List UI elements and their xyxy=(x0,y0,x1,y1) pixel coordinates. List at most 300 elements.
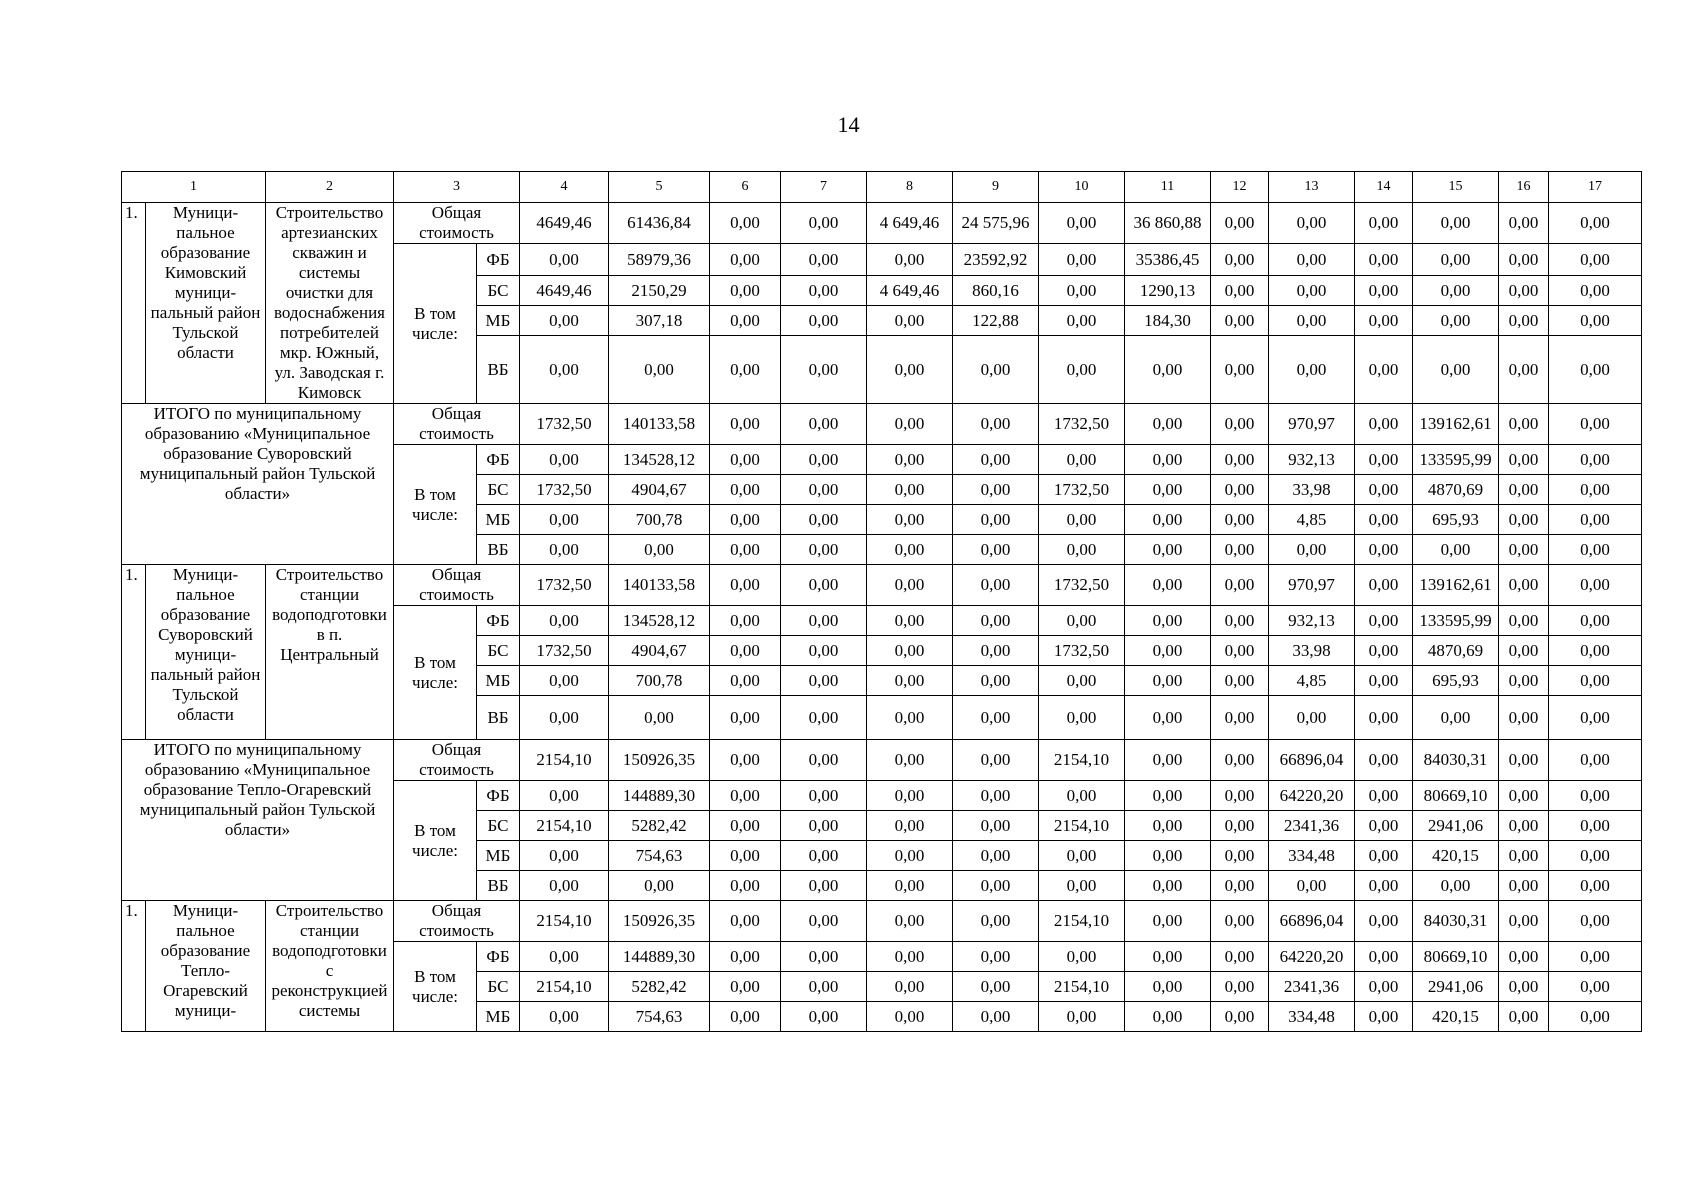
value-cell: 970,97 xyxy=(1269,404,1355,445)
value-cell: 24 575,96 xyxy=(953,203,1039,244)
value-cell: 0,00 xyxy=(1499,942,1549,972)
value-cell: 0,00 xyxy=(1549,871,1642,901)
value-cell: 0,00 xyxy=(520,244,609,276)
value-cell: 0,00 xyxy=(1355,696,1413,740)
value-cell: 2154,10 xyxy=(1039,740,1125,781)
value-cell: 700,78 xyxy=(609,505,710,535)
value-cell: 0,00 xyxy=(1269,871,1355,901)
value-cell: 0,00 xyxy=(867,606,953,636)
project-cell: Строительство станции водоподготовки в п. Центральный xyxy=(266,565,394,740)
value-cell: 0,00 xyxy=(1355,972,1413,1002)
value-cell: 0,00 xyxy=(520,666,609,696)
value-cell: 0,00 xyxy=(953,606,1039,636)
value-cell: 0,00 xyxy=(867,666,953,696)
value-cell: 0,00 xyxy=(1549,666,1642,696)
value-cell: 0,00 xyxy=(1549,306,1642,336)
value-cell: 1732,50 xyxy=(520,404,609,445)
value-cell: 140133,58 xyxy=(609,404,710,445)
funding-source-label: БС xyxy=(477,475,520,505)
value-cell: 0,00 xyxy=(867,871,953,901)
value-cell: 0,00 xyxy=(1355,740,1413,781)
value-cell: 0,00 xyxy=(1211,841,1269,871)
value-cell: 0,00 xyxy=(1549,841,1642,871)
value-cell: 0,00 xyxy=(1355,841,1413,871)
value-cell: 2941,06 xyxy=(1413,811,1499,841)
column-header: 4 xyxy=(520,172,609,203)
value-cell: 0,00 xyxy=(1549,636,1642,666)
value-cell: 695,93 xyxy=(1413,505,1499,535)
value-cell: 1732,50 xyxy=(1039,475,1125,505)
value-cell: 4 649,46 xyxy=(867,276,953,306)
value-cell: 420,15 xyxy=(1413,1002,1499,1032)
value-cell: 0,00 xyxy=(710,336,781,404)
project-cell: Строительство артезианских скважин и системы очистки для водоснабжения потребителей мкр. Южный, ул. Заводская г. Кимовск xyxy=(266,203,394,404)
value-cell: 0,00 xyxy=(710,696,781,740)
financing-table xyxy=(121,171,1642,1032)
funding-source-label: ФБ xyxy=(477,606,520,636)
funding-source-label: БС xyxy=(477,276,520,306)
value-cell: 0,00 xyxy=(1125,475,1211,505)
value-cell: 0,00 xyxy=(1125,1002,1211,1032)
value-cell: 0,00 xyxy=(1211,740,1269,781)
value-cell: 0,00 xyxy=(1355,1002,1413,1032)
value-cell: 0,00 xyxy=(1211,475,1269,505)
value-cell: 0,00 xyxy=(520,942,609,972)
value-cell: 0,00 xyxy=(781,942,867,972)
value-cell: 0,00 xyxy=(520,505,609,535)
value-cell: 0,00 xyxy=(710,901,781,942)
total-cost-label: Общая стоимость xyxy=(394,404,520,445)
value-cell: 0,00 xyxy=(1549,404,1642,445)
value-cell: 0,00 xyxy=(1211,666,1269,696)
value-cell: 64220,20 xyxy=(1269,781,1355,811)
value-cell: 0,00 xyxy=(867,636,953,666)
value-cell: 140133,58 xyxy=(609,565,710,606)
value-cell: 0,00 xyxy=(1125,505,1211,535)
value-cell: 84030,31 xyxy=(1413,901,1499,942)
value-cell: 0,00 xyxy=(1499,811,1549,841)
value-cell: 0,00 xyxy=(710,404,781,445)
funding-source-label: БС xyxy=(477,636,520,666)
value-cell: 0,00 xyxy=(1039,781,1125,811)
value-cell: 0,00 xyxy=(953,404,1039,445)
value-cell: 0,00 xyxy=(1499,901,1549,942)
table-row xyxy=(122,203,1642,244)
funding-source-label: ФБ xyxy=(477,244,520,276)
value-cell: 0,00 xyxy=(1269,203,1355,244)
value-cell: 0,00 xyxy=(1125,404,1211,445)
value-cell: 0,00 xyxy=(953,696,1039,740)
column-header: 2 xyxy=(266,172,394,203)
value-cell: 4,85 xyxy=(1269,666,1355,696)
value-cell: 2154,10 xyxy=(1039,972,1125,1002)
total-cost-label: Общая стоимость xyxy=(394,901,520,942)
value-cell: 1732,50 xyxy=(520,565,609,606)
value-cell: 932,13 xyxy=(1269,445,1355,475)
value-cell: 0,00 xyxy=(953,871,1039,901)
value-cell: 80669,10 xyxy=(1413,781,1499,811)
value-cell: 0,00 xyxy=(1211,1002,1269,1032)
value-cell: 0,00 xyxy=(953,972,1039,1002)
value-cell: 64220,20 xyxy=(1269,942,1355,972)
value-cell: 0,00 xyxy=(710,505,781,535)
value-cell: 0,00 xyxy=(1499,972,1549,1002)
value-cell: 0,00 xyxy=(1125,696,1211,740)
value-cell: 36 860,88 xyxy=(1125,203,1211,244)
column-header: 14 xyxy=(1355,172,1413,203)
value-cell: 0,00 xyxy=(1211,445,1269,475)
value-cell: 0,00 xyxy=(1499,336,1549,404)
value-cell: 0,00 xyxy=(953,811,1039,841)
value-cell: 0,00 xyxy=(1355,666,1413,696)
column-header: 11 xyxy=(1125,172,1211,203)
value-cell: 0,00 xyxy=(1355,445,1413,475)
value-cell: 0,00 xyxy=(1499,276,1549,306)
value-cell: 754,63 xyxy=(609,1002,710,1032)
value-cell: 134528,12 xyxy=(609,445,710,475)
value-cell: 0,00 xyxy=(520,781,609,811)
value-cell: 0,00 xyxy=(1211,606,1269,636)
row-number: 1. xyxy=(122,565,146,740)
value-cell: 0,00 xyxy=(1549,972,1642,1002)
value-cell: 0,00 xyxy=(781,445,867,475)
value-cell: 134528,12 xyxy=(609,606,710,636)
funding-source-label: МБ xyxy=(477,841,520,871)
value-cell: 0,00 xyxy=(1269,306,1355,336)
including-label: В том числе: xyxy=(394,244,477,404)
value-cell: 0,00 xyxy=(1125,565,1211,606)
value-cell: 0,00 xyxy=(781,636,867,666)
value-cell: 0,00 xyxy=(867,306,953,336)
value-cell: 0,00 xyxy=(781,696,867,740)
value-cell: 80669,10 xyxy=(1413,942,1499,972)
value-cell: 0,00 xyxy=(781,811,867,841)
value-cell: 0,00 xyxy=(867,781,953,811)
total-cost-label: Общая стоимость xyxy=(394,565,520,606)
value-cell: 0,00 xyxy=(1355,475,1413,505)
value-cell: 0,00 xyxy=(710,636,781,666)
total-title-cell: ИТОГО по муниципальному образованию «Муниципальное образование Суворовский муниципальный район Тульской области» xyxy=(122,404,394,565)
value-cell: 0,00 xyxy=(710,781,781,811)
value-cell: 0,00 xyxy=(520,606,609,636)
value-cell: 0,00 xyxy=(867,942,953,972)
value-cell: 0,00 xyxy=(1039,1002,1125,1032)
funding-source-label: ВБ xyxy=(477,871,520,901)
value-cell: 0,00 xyxy=(867,244,953,276)
value-cell: 0,00 xyxy=(710,1002,781,1032)
value-cell: 0,00 xyxy=(1549,606,1642,636)
value-cell: 144889,30 xyxy=(609,942,710,972)
value-cell: 0,00 xyxy=(1125,942,1211,972)
value-cell: 0,00 xyxy=(867,336,953,404)
value-cell: 0,00 xyxy=(1355,781,1413,811)
value-cell: 0,00 xyxy=(867,445,953,475)
value-cell: 0,00 xyxy=(781,606,867,636)
value-cell: 0,00 xyxy=(1125,445,1211,475)
funding-source-label: ФБ xyxy=(477,942,520,972)
value-cell: 0,00 xyxy=(1499,404,1549,445)
value-cell: 0,00 xyxy=(953,535,1039,565)
value-cell: 0,00 xyxy=(867,505,953,535)
value-cell: 0,00 xyxy=(1413,276,1499,306)
value-cell: 0,00 xyxy=(1549,336,1642,404)
value-cell: 0,00 xyxy=(710,942,781,972)
value-cell: 0,00 xyxy=(1413,535,1499,565)
value-cell: 0,00 xyxy=(1355,636,1413,666)
value-cell: 932,13 xyxy=(1269,606,1355,636)
value-cell: 184,30 xyxy=(1125,306,1211,336)
value-cell: 0,00 xyxy=(710,445,781,475)
total-cost-label: Общая стоимость xyxy=(394,203,520,244)
value-cell: 0,00 xyxy=(1039,445,1125,475)
table-row xyxy=(122,740,1642,781)
value-cell: 0,00 xyxy=(710,606,781,636)
value-cell: 0,00 xyxy=(1549,276,1642,306)
value-cell: 0,00 xyxy=(1499,475,1549,505)
value-cell: 0,00 xyxy=(1269,276,1355,306)
value-cell: 0,00 xyxy=(1413,306,1499,336)
value-cell: 4904,67 xyxy=(609,475,710,505)
table-row xyxy=(122,404,1642,445)
value-cell: 4649,46 xyxy=(520,203,609,244)
value-cell: 0,00 xyxy=(1355,565,1413,606)
value-cell: 0,00 xyxy=(781,336,867,404)
value-cell: 0,00 xyxy=(1269,336,1355,404)
value-cell: 0,00 xyxy=(867,811,953,841)
value-cell: 4904,67 xyxy=(609,636,710,666)
value-cell: 0,00 xyxy=(953,781,1039,811)
value-cell: 0,00 xyxy=(781,475,867,505)
value-cell: 0,00 xyxy=(520,871,609,901)
value-cell: 0,00 xyxy=(867,1002,953,1032)
value-cell: 0,00 xyxy=(1211,781,1269,811)
value-cell: 0,00 xyxy=(867,972,953,1002)
value-cell: 0,00 xyxy=(1355,336,1413,404)
value-cell: 0,00 xyxy=(867,841,953,871)
value-cell: 0,00 xyxy=(1499,636,1549,666)
value-cell: 0,00 xyxy=(953,336,1039,404)
value-cell: 0,00 xyxy=(1125,871,1211,901)
value-cell: 0,00 xyxy=(953,1002,1039,1032)
value-cell: 66896,04 xyxy=(1269,901,1355,942)
including-label: В том числе: xyxy=(394,942,477,1032)
total-cost-label: Общая стоимость xyxy=(394,740,520,781)
value-cell: 0,00 xyxy=(1355,505,1413,535)
value-cell: 66896,04 xyxy=(1269,740,1355,781)
value-cell: 0,00 xyxy=(1355,606,1413,636)
value-cell: 0,00 xyxy=(953,666,1039,696)
column-header: 16 xyxy=(1499,172,1549,203)
value-cell: 0,00 xyxy=(1039,696,1125,740)
value-cell: 0,00 xyxy=(609,871,710,901)
value-cell: 0,00 xyxy=(953,740,1039,781)
value-cell: 0,00 xyxy=(1549,942,1642,972)
value-cell: 700,78 xyxy=(609,666,710,696)
value-cell: 0,00 xyxy=(1125,666,1211,696)
value-cell: 150926,35 xyxy=(609,740,710,781)
value-cell: 307,18 xyxy=(609,306,710,336)
value-cell: 0,00 xyxy=(520,336,609,404)
value-cell: 0,00 xyxy=(1499,666,1549,696)
value-cell: 0,00 xyxy=(1211,972,1269,1002)
value-cell: 0,00 xyxy=(1125,811,1211,841)
value-cell: 695,93 xyxy=(1413,666,1499,696)
value-cell: 0,00 xyxy=(1211,535,1269,565)
funding-source-label: МБ xyxy=(477,505,520,535)
value-cell: 0,00 xyxy=(710,972,781,1002)
value-cell: 0,00 xyxy=(1039,841,1125,871)
project-cell: Строительство станции водоподготовки с реконструкцией системы xyxy=(266,901,394,1032)
value-cell: 0,00 xyxy=(1211,696,1269,740)
value-cell: 0,00 xyxy=(710,871,781,901)
value-cell: 0,00 xyxy=(1039,535,1125,565)
value-cell: 0,00 xyxy=(1549,445,1642,475)
value-cell: 0,00 xyxy=(1211,636,1269,666)
value-cell: 0,00 xyxy=(781,972,867,1002)
value-cell: 2154,10 xyxy=(520,972,609,1002)
value-cell: 0,00 xyxy=(1211,871,1269,901)
value-cell: 0,00 xyxy=(710,666,781,696)
funding-source-label: ФБ xyxy=(477,781,520,811)
value-cell: 0,00 xyxy=(1125,781,1211,811)
municipality-cell: Муници-пальное образование Кимовский муници-пальный район Тульской области xyxy=(146,203,266,404)
value-cell: 23592,92 xyxy=(953,244,1039,276)
column-header: 17 xyxy=(1549,172,1642,203)
funding-source-label: БС xyxy=(477,972,520,1002)
value-cell: 2154,10 xyxy=(520,811,609,841)
value-cell: 0,00 xyxy=(1499,565,1549,606)
column-header: 15 xyxy=(1413,172,1499,203)
value-cell: 2154,10 xyxy=(520,901,609,942)
value-cell: 4870,69 xyxy=(1413,636,1499,666)
value-cell: 0,00 xyxy=(520,535,609,565)
value-cell: 0,00 xyxy=(953,901,1039,942)
value-cell: 0,00 xyxy=(867,535,953,565)
including-label: В том числе: xyxy=(394,445,477,565)
value-cell: 0,00 xyxy=(609,336,710,404)
value-cell: 0,00 xyxy=(1211,811,1269,841)
value-cell: 150926,35 xyxy=(609,901,710,942)
municipality-cell: Муници-пальное образование Суворовский муници-пальный район Тульской области xyxy=(146,565,266,740)
value-cell: 0,00 xyxy=(1125,336,1211,404)
value-cell: 0,00 xyxy=(1039,666,1125,696)
table-row xyxy=(122,565,1642,606)
value-cell: 0,00 xyxy=(1355,244,1413,276)
value-cell: 0,00 xyxy=(781,203,867,244)
value-cell: 0,00 xyxy=(953,942,1039,972)
funding-source-label: БС xyxy=(477,811,520,841)
funding-source-label: МБ xyxy=(477,1002,520,1032)
value-cell: 0,00 xyxy=(781,666,867,696)
value-cell: 139162,61 xyxy=(1413,404,1499,445)
value-cell: 0,00 xyxy=(1499,740,1549,781)
value-cell: 35386,45 xyxy=(1125,244,1211,276)
value-cell: 0,00 xyxy=(1125,606,1211,636)
value-cell: 0,00 xyxy=(1499,306,1549,336)
value-cell: 0,00 xyxy=(710,203,781,244)
value-cell: 0,00 xyxy=(781,565,867,606)
value-cell: 133595,99 xyxy=(1413,606,1499,636)
value-cell: 0,00 xyxy=(1039,871,1125,901)
value-cell: 0,00 xyxy=(1549,244,1642,276)
value-cell: 2154,10 xyxy=(1039,811,1125,841)
value-cell: 0,00 xyxy=(1269,244,1355,276)
value-cell: 0,00 xyxy=(781,505,867,535)
value-cell: 4,85 xyxy=(1269,505,1355,535)
value-cell: 0,00 xyxy=(520,445,609,475)
value-cell: 0,00 xyxy=(1549,696,1642,740)
value-cell: 0,00 xyxy=(781,901,867,942)
value-cell: 0,00 xyxy=(867,565,953,606)
value-cell: 84030,31 xyxy=(1413,740,1499,781)
value-cell: 1732,50 xyxy=(520,475,609,505)
including-label: В том числе: xyxy=(394,781,477,901)
value-cell: 0,00 xyxy=(1355,306,1413,336)
value-cell: 0,00 xyxy=(1499,203,1549,244)
column-header: 3 xyxy=(394,172,520,203)
value-cell: 5282,42 xyxy=(609,811,710,841)
value-cell: 860,16 xyxy=(953,276,1039,306)
value-cell: 4649,46 xyxy=(520,276,609,306)
value-cell: 970,97 xyxy=(1269,565,1355,606)
value-cell: 0,00 xyxy=(1355,404,1413,445)
value-cell: 0,00 xyxy=(1499,841,1549,871)
column-header: 9 xyxy=(953,172,1039,203)
column-header-row xyxy=(122,172,1642,203)
value-cell: 0,00 xyxy=(1125,972,1211,1002)
value-cell: 0,00 xyxy=(1211,306,1269,336)
value-cell: 0,00 xyxy=(1269,535,1355,565)
value-cell: 144889,30 xyxy=(609,781,710,811)
value-cell: 334,48 xyxy=(1269,1002,1355,1032)
value-cell: 0,00 xyxy=(1211,203,1269,244)
row-number: 1. xyxy=(122,901,146,1032)
value-cell: 0,00 xyxy=(520,306,609,336)
value-cell: 33,98 xyxy=(1269,475,1355,505)
value-cell: 0,00 xyxy=(1211,336,1269,404)
including-label: В том числе: xyxy=(394,606,477,740)
value-cell: 133595,99 xyxy=(1413,445,1499,475)
value-cell: 0,00 xyxy=(609,535,710,565)
value-cell: 0,00 xyxy=(1549,740,1642,781)
funding-source-label: МБ xyxy=(477,306,520,336)
value-cell: 2341,36 xyxy=(1269,972,1355,1002)
value-cell: 0,00 xyxy=(1039,505,1125,535)
value-cell: 0,00 xyxy=(1039,942,1125,972)
value-cell: 0,00 xyxy=(953,445,1039,475)
value-cell: 0,00 xyxy=(1413,244,1499,276)
value-cell: 0,00 xyxy=(1211,901,1269,942)
value-cell: 0,00 xyxy=(1039,276,1125,306)
value-cell: 0,00 xyxy=(867,404,953,445)
value-cell: 0,00 xyxy=(1499,535,1549,565)
column-header: 10 xyxy=(1039,172,1125,203)
row-number: 1. xyxy=(122,203,146,404)
value-cell: 0,00 xyxy=(1549,475,1642,505)
value-cell: 0,00 xyxy=(1125,636,1211,666)
column-header: 7 xyxy=(781,172,867,203)
value-cell: 0,00 xyxy=(1549,901,1642,942)
value-cell: 1732,50 xyxy=(520,636,609,666)
column-header: 12 xyxy=(1211,172,1269,203)
value-cell: 0,00 xyxy=(1211,505,1269,535)
value-cell: 0,00 xyxy=(867,901,953,942)
value-cell: 0,00 xyxy=(710,535,781,565)
value-cell: 0,00 xyxy=(953,565,1039,606)
value-cell: 420,15 xyxy=(1413,841,1499,871)
column-header: 13 xyxy=(1269,172,1355,203)
municipality-cell: Муници-пальное образование Тепло-Огаревский муници- xyxy=(146,901,266,1032)
